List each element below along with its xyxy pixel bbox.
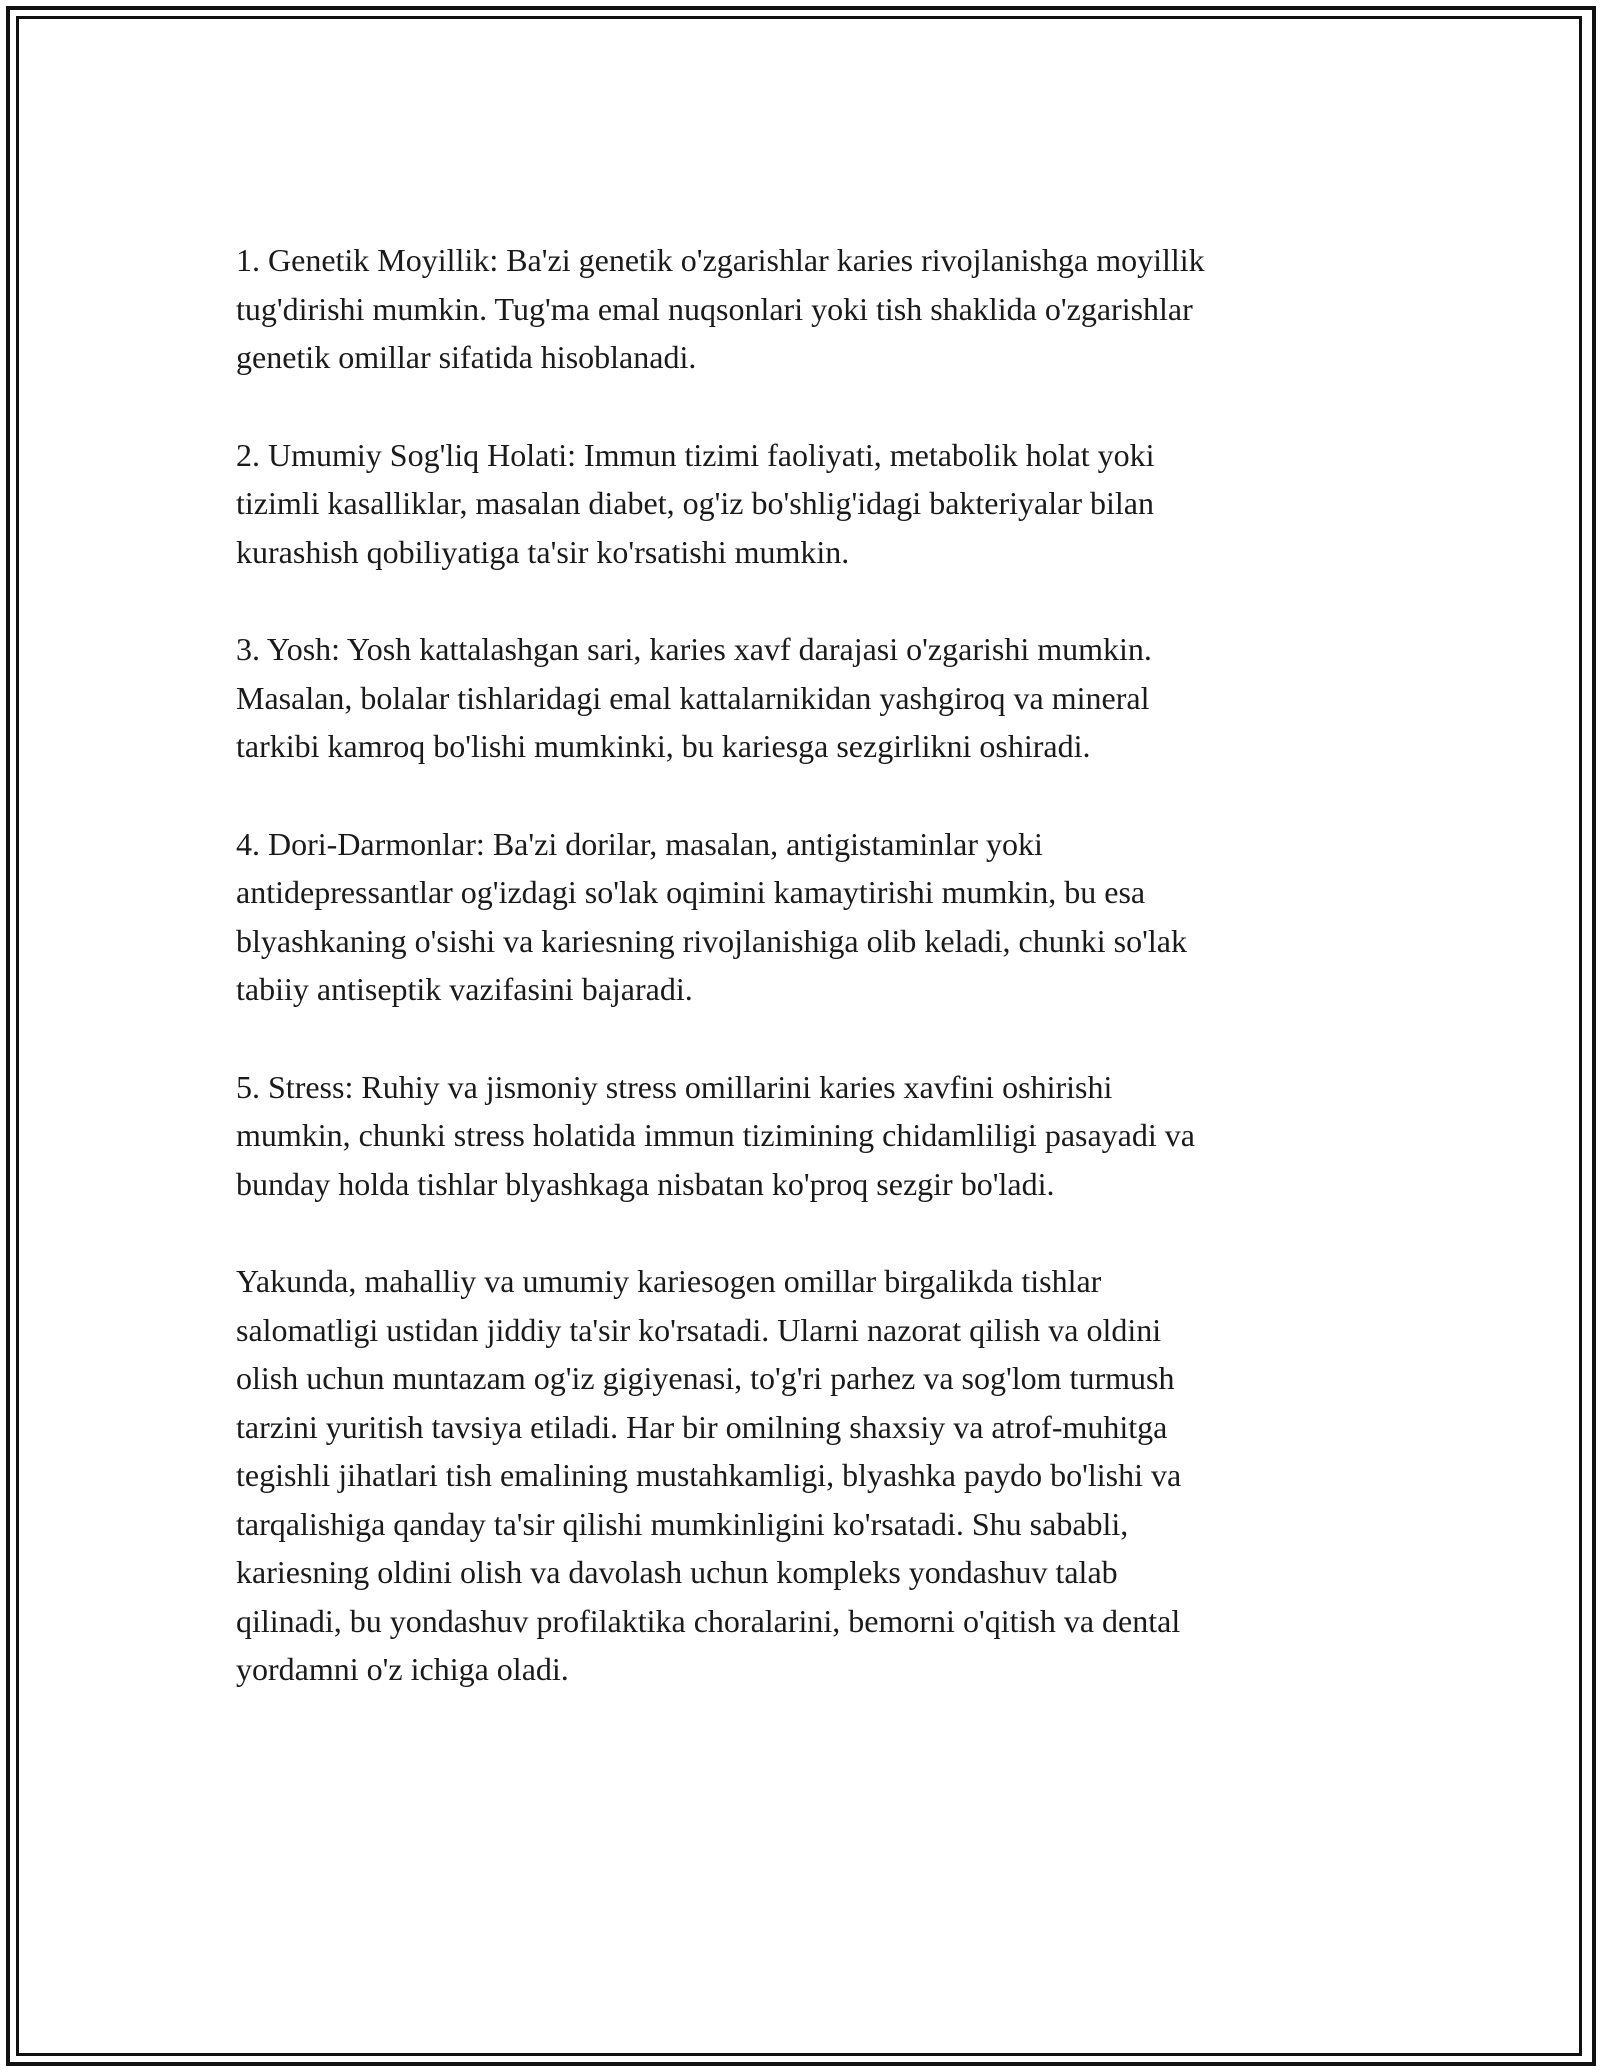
text-line: tarqalishiga qanday ta'sir qilishi mumkinligini ko'rsatadi. Shu sababli, xyxy=(236,1505,1129,1542)
text-line: tizimli kasalliklar, masalan diabet, og'iz bo'shlig'idagi bakteriyalar bilan xyxy=(236,485,1154,521)
paragraph-genetic-predisposition xyxy=(236,236,1376,382)
text-line: 1. Genetik Moyillik: Ba'zi genetik o'zgarishlar karies rivojlanishga moyillik xyxy=(236,242,1205,278)
document-body xyxy=(236,236,1376,1743)
text-line: kariesning oldini olish va davolash uchun kompleks yondashuv talab xyxy=(236,1554,1118,1590)
text-line: bunday holda tishlar blyashkaga nisbatan ko'proq sezgir bo'ladi. xyxy=(236,1165,1055,1202)
text-line: kurashish qobiliyatiga ta'sir ko'rsatishi mumkin. xyxy=(236,533,850,570)
text-line: Yakunda, mahalliy va umumiy kariesogen omillar birgalikda tishlar xyxy=(236,1263,1102,1299)
text-line: tabiiy antiseptik vazifasini bajaradi. xyxy=(236,971,693,1007)
paragraph-age xyxy=(236,625,1376,771)
text-line: tug'dirishi mumkin. Tug'ma emal nuqsonlari yoki tish shaklida o'zgarishlar xyxy=(236,290,1193,327)
paragraph-conclusion xyxy=(236,1257,1376,1694)
text-line: blyashkaning o'sishi va kariesning rivojlanishiga olib keladi, chunki so'lak xyxy=(236,922,1187,959)
text-line: 2. Umumiy Sog'liq Holati: Immun tizimi faoliyati, metabolik holat yoki xyxy=(236,436,1155,473)
text-line: tarzini yuritish tavsiya etiladi. Har bir omilning shaxsiy va atrof-muhitga xyxy=(236,1408,1168,1445)
text-line: Masalan, bolalar tishlaridagi emal kattalarnikidan yashgiroq va mineral xyxy=(236,679,1150,716)
paragraph-stress xyxy=(236,1063,1376,1209)
text-line: tarkibi kamroq bo'lishi mumkinki, bu kariesga sezgirlikni oshiradi. xyxy=(236,728,1091,764)
text-line: olish uchun muntazam og'iz gigiyenasi, to'g'ri parhez va sog'lom turmush xyxy=(236,1360,1175,1396)
text-line: antidepressantlar og'izdagi so'lak oqimini kamaytirishi mumkin, bu esa xyxy=(236,874,1146,910)
text-line: salomatligi ustidan jiddiy ta'sir ko'rsatadi. Ularni nazorat qilish va oldini xyxy=(236,1311,1162,1348)
text-line: mumkin, chunki stress holatida immun tizimining chidamliligi pasayadi va xyxy=(236,1117,1195,1153)
text-line: tegishli jihatlari tish emalining mustahkamligi, blyashka paydo bo'lishi va xyxy=(236,1457,1182,1493)
text-line: genetik omillar sifatida hisoblanadi. xyxy=(236,339,697,375)
paragraph-medications xyxy=(236,820,1376,1014)
text-line: 3. Yosh: Yosh kattalashgan sari, karies xavf darajasi o'zgarishi mumkin. xyxy=(236,631,1152,667)
text-line: 5. Stress: Ruhiy va jismoniy stress omillarini karies xavfini oshirishi xyxy=(236,1068,1113,1105)
paragraph-general-health xyxy=(236,431,1376,577)
text-line: qilinadi, bu yondashuv profilaktika choralarini, bemorni o'qitish va dental xyxy=(236,1602,1181,1639)
text-line: yordamni o'z ichiga oladi. xyxy=(236,1651,569,1687)
text-line: 4. Dori-Darmonlar: Ba'zi dorilar, masalan, antigistaminlar yoki xyxy=(236,825,1043,862)
